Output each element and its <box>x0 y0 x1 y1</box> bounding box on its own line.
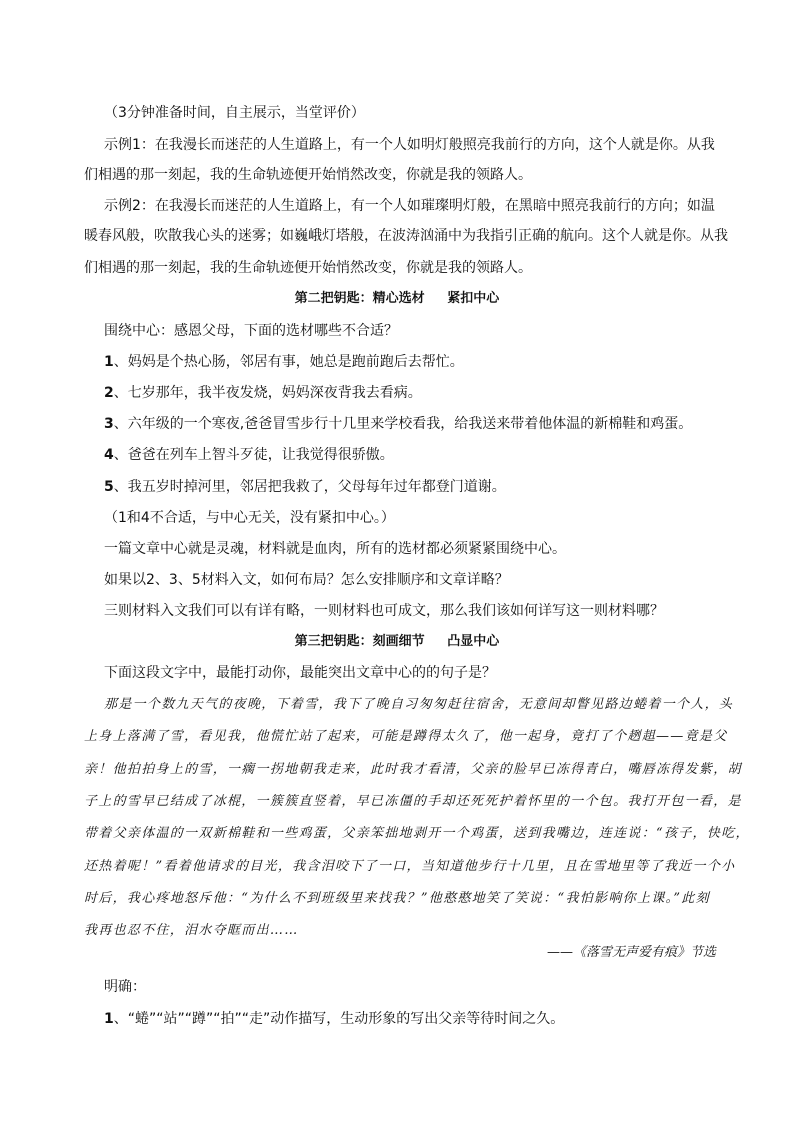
passage-line-2: 上身上落满了雪，看见我，他慌忙站了起来，可能是蹲得太久了，他一起身，竟打了个趔趄——竟是父 <box>84 729 728 744</box>
passage-line-5: 带着父亲体温的一双新棉鞋和一些鸡蛋，父亲笨拙地剥开一个鸡蛋，送到我嘴边，连连说：“孩子，快吃， <box>84 826 750 841</box>
key-2-heading: 第二把钥匙：精心选材 紧扣中心 <box>294 291 500 306</box>
option-item-1 <box>104 352 464 372</box>
clarify-number: 1 <box>104 1011 114 1027</box>
key-3-prompt: 下面这段文字中，最能打动你，最能突出文章中心的的句子是？ <box>104 665 496 681</box>
option-text: 、爸爸在列车上智斗歹徒，让我觉得很骄傲。 <box>113 447 394 463</box>
option-item-3 <box>104 414 692 434</box>
intro-note: （3分钟准备时间，自主展示，当堂评价） <box>104 105 365 121</box>
option-number: 1 <box>104 354 114 370</box>
clarify-item-1 <box>104 1009 564 1029</box>
key-2-note-2: 如果以2、3、5材料入文，如何布局？怎么安排顺序和文章详略？ <box>104 572 509 588</box>
passage-line-4: 子上的雪早已结成了冰棍，一簇簇直竖着，早已冻僵的手却还死死护着怀里的一个包。我打开包一看，是 <box>84 794 742 809</box>
option-number: 3 <box>104 416 114 432</box>
example-1-line-1: 示例1：在我漫长而迷茫的人生道路上，有一个人如明灯般照亮我前行的方向，这个人就是你。从我 <box>104 137 715 153</box>
example-2-line-2: 暖春风般，吹散我心头的迷雾；如巍峨灯塔般，在波涛汹涌中为我指引正确的航向。这个人就是你。从我 <box>84 228 728 244</box>
example-2-line-3: 们相遇的那一刻起，我的生命轨迹便开始悄然改变，你就是我的领路人。 <box>84 260 532 276</box>
option-text: 、六年级的一个寒夜,爸爸冒雪步行十几里来学校看我，给我送来带着他体温的新棉鞋和鸡蛋。 <box>113 416 693 432</box>
option-text: 、妈妈是个热心肠，邻居有事，她总是跑前跑后去帮忙。 <box>113 354 464 370</box>
clarify-label: 明确： <box>104 979 146 995</box>
passage-line-8: 我再也忍不住，泪水夺眶而出…… <box>84 923 299 938</box>
key-2-prompt: 围绕中心：感恩父母，下面的选材哪些不合适？ <box>104 323 398 339</box>
option-number: 4 <box>104 447 114 463</box>
key-2-note-1: 一篇文章中心就是灵魂，材料就是血肉，所有的选材都必须紧紧围绕中心。 <box>104 541 566 557</box>
option-item-2 <box>104 383 422 403</box>
option-item-5 <box>104 477 506 497</box>
option-item-4 <box>104 445 394 465</box>
key-2-answer: （1和4不合适，与中心无关，没有紧扣中心。） <box>104 510 395 526</box>
key-2-note-3: 三则材料入文我们可以有详有略，一则材料也可成文，那么我们该如何详写这一则材料哪？ <box>104 603 664 619</box>
passage-source: ——《落雪无声爱有痕》节选 <box>546 945 716 960</box>
option-number: 2 <box>104 385 114 401</box>
example-2-line-1: 示例2：在我漫长而迷茫的人生道路上，有一个人如璀璨明灯般，在黑暗中照亮我前行的方向；如温 <box>104 198 715 214</box>
clarify-text: 、“蜷”“站”“蹲”“拍”“走”动作描写，生动形象的写出父亲等待时间之久。 <box>113 1011 565 1027</box>
passage-line-1: 那是一个数九天气的夜晚，下着雪，我下了晚自习匆匆赶往宿舍，无意间却瞥见路边蜷着一个人，头 <box>104 697 734 712</box>
option-number: 5 <box>104 479 114 495</box>
option-text: 、七岁那年，我半夜发烧，妈妈深夜背我去看病。 <box>113 385 422 401</box>
passage-line-6: 还热着呢！”看着他请求的目光，我含泪咬下了一口，当知道他步行十几里，且在雪地里等了我近一个小 <box>84 859 736 874</box>
passage-line-7: 时后，我心疼地怒斥他：“为什么不到班级里来找我？”他憨憨地笑了笑说：“我怕影响你上课。”此刻 <box>84 891 710 906</box>
key-3-heading: 第三把钥匙：刻画细节 凸显中心 <box>294 634 500 649</box>
example-1-line-2: 们相遇的那一刻起，我的生命轨迹便开始悄然改变，你就是我的领路人。 <box>84 167 532 183</box>
passage-line-3: 亲！他拍拍身上的雪，一瘸一拐地朝我走来，此时我才看清，父亲的脸早已冻得青白，嘴唇冻得发紫，胡 <box>84 762 742 777</box>
option-text: 、我五岁时掉河里，邻居把我救了，父母每年过年都登门道谢。 <box>113 479 506 495</box>
